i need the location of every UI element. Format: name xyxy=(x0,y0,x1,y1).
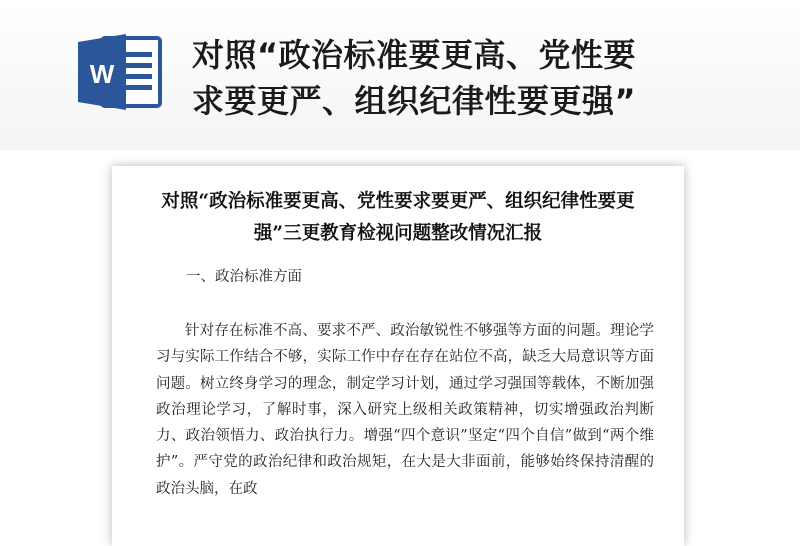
body-paragraph: 针对存在标准不高、要求不严、政治敏锐性不够强等方面的问题。理论学习与实际工作结合不够，实际工作中存在存在站位不高，缺乏大局意识等方面问题。树立终身学习的理念，制定学习计划，通过学习强国等载体，不断加强政治理论学习，了解时事，深入研究上级相关政策精神，切实增强政治判断力、政治领悟力、政治执行力。增强“四个意识”坚定“四个自信”做到“两个维护”。严守党的政治纪律和政治规矩，在大是大非面前，能够始终保持清醒的政治头脑，在政 xyxy=(156,323,654,497)
word-icon-letter: W xyxy=(89,59,115,89)
banner-title-line-1: 对照“政治标准要更高、党性要 xyxy=(192,36,637,74)
document-page xyxy=(112,166,684,546)
document-title: 对照“政治标准要更高、党性要求要更严、组织纪律性要更强”三更教育检视问题整改情况汇报 xyxy=(161,191,635,244)
banner-title xyxy=(192,32,792,124)
word-icon xyxy=(76,32,164,112)
banner-title-line-2: 求要更严、组织纪律性要更强” xyxy=(192,82,637,120)
section-heading: 一、政治标准方面 xyxy=(186,269,302,285)
banner xyxy=(0,0,800,150)
